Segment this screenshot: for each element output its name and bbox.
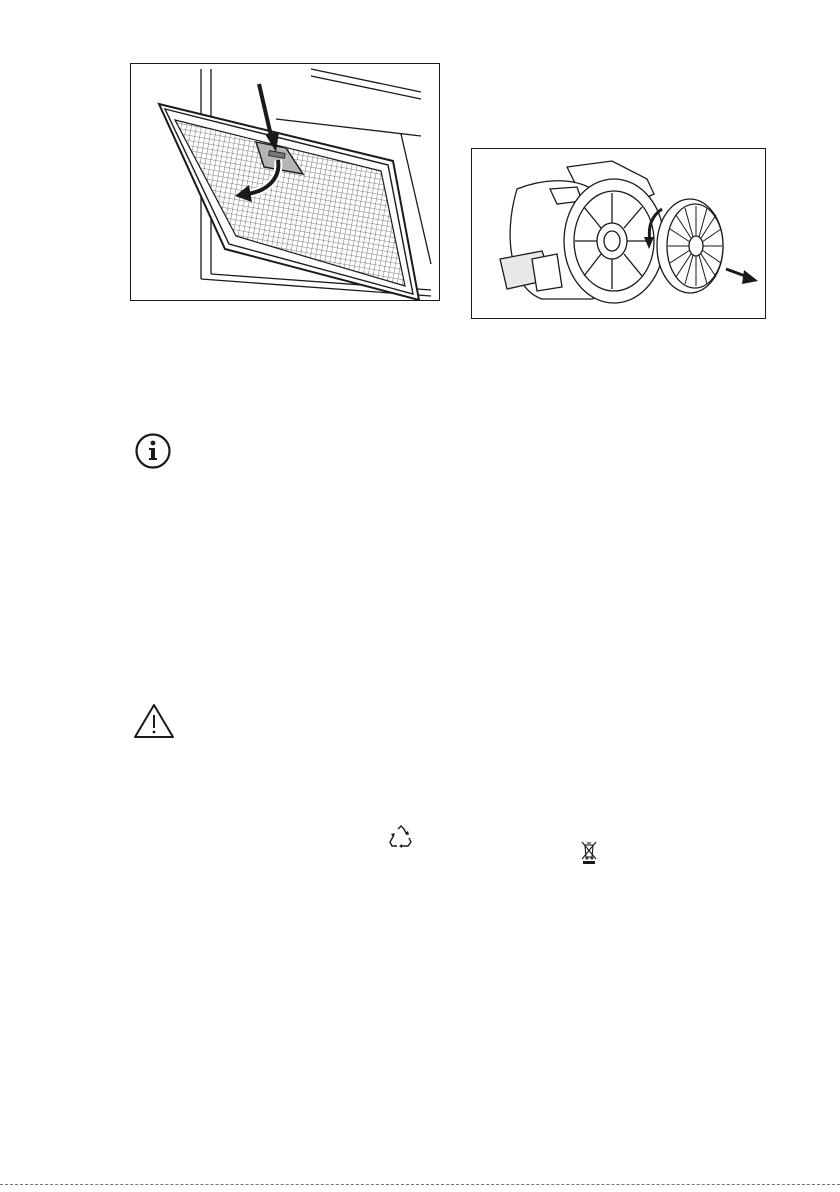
weee-crossed-bin-icon	[580, 840, 598, 866]
filter-frame	[159, 104, 419, 300]
pull-out-arrow	[726, 269, 758, 284]
charcoal-filter-disc	[657, 199, 723, 293]
recycle-icon	[388, 824, 414, 850]
info-icon	[134, 432, 172, 470]
page-bottom-rule	[0, 1184, 840, 1185]
warning-icon	[133, 703, 175, 739]
grease-filter-drawing	[131, 64, 440, 301]
grease-filter-illustration	[130, 63, 440, 301]
charcoal-filter-illustration	[471, 148, 766, 319]
charcoal-filter-drawing	[472, 149, 766, 319]
